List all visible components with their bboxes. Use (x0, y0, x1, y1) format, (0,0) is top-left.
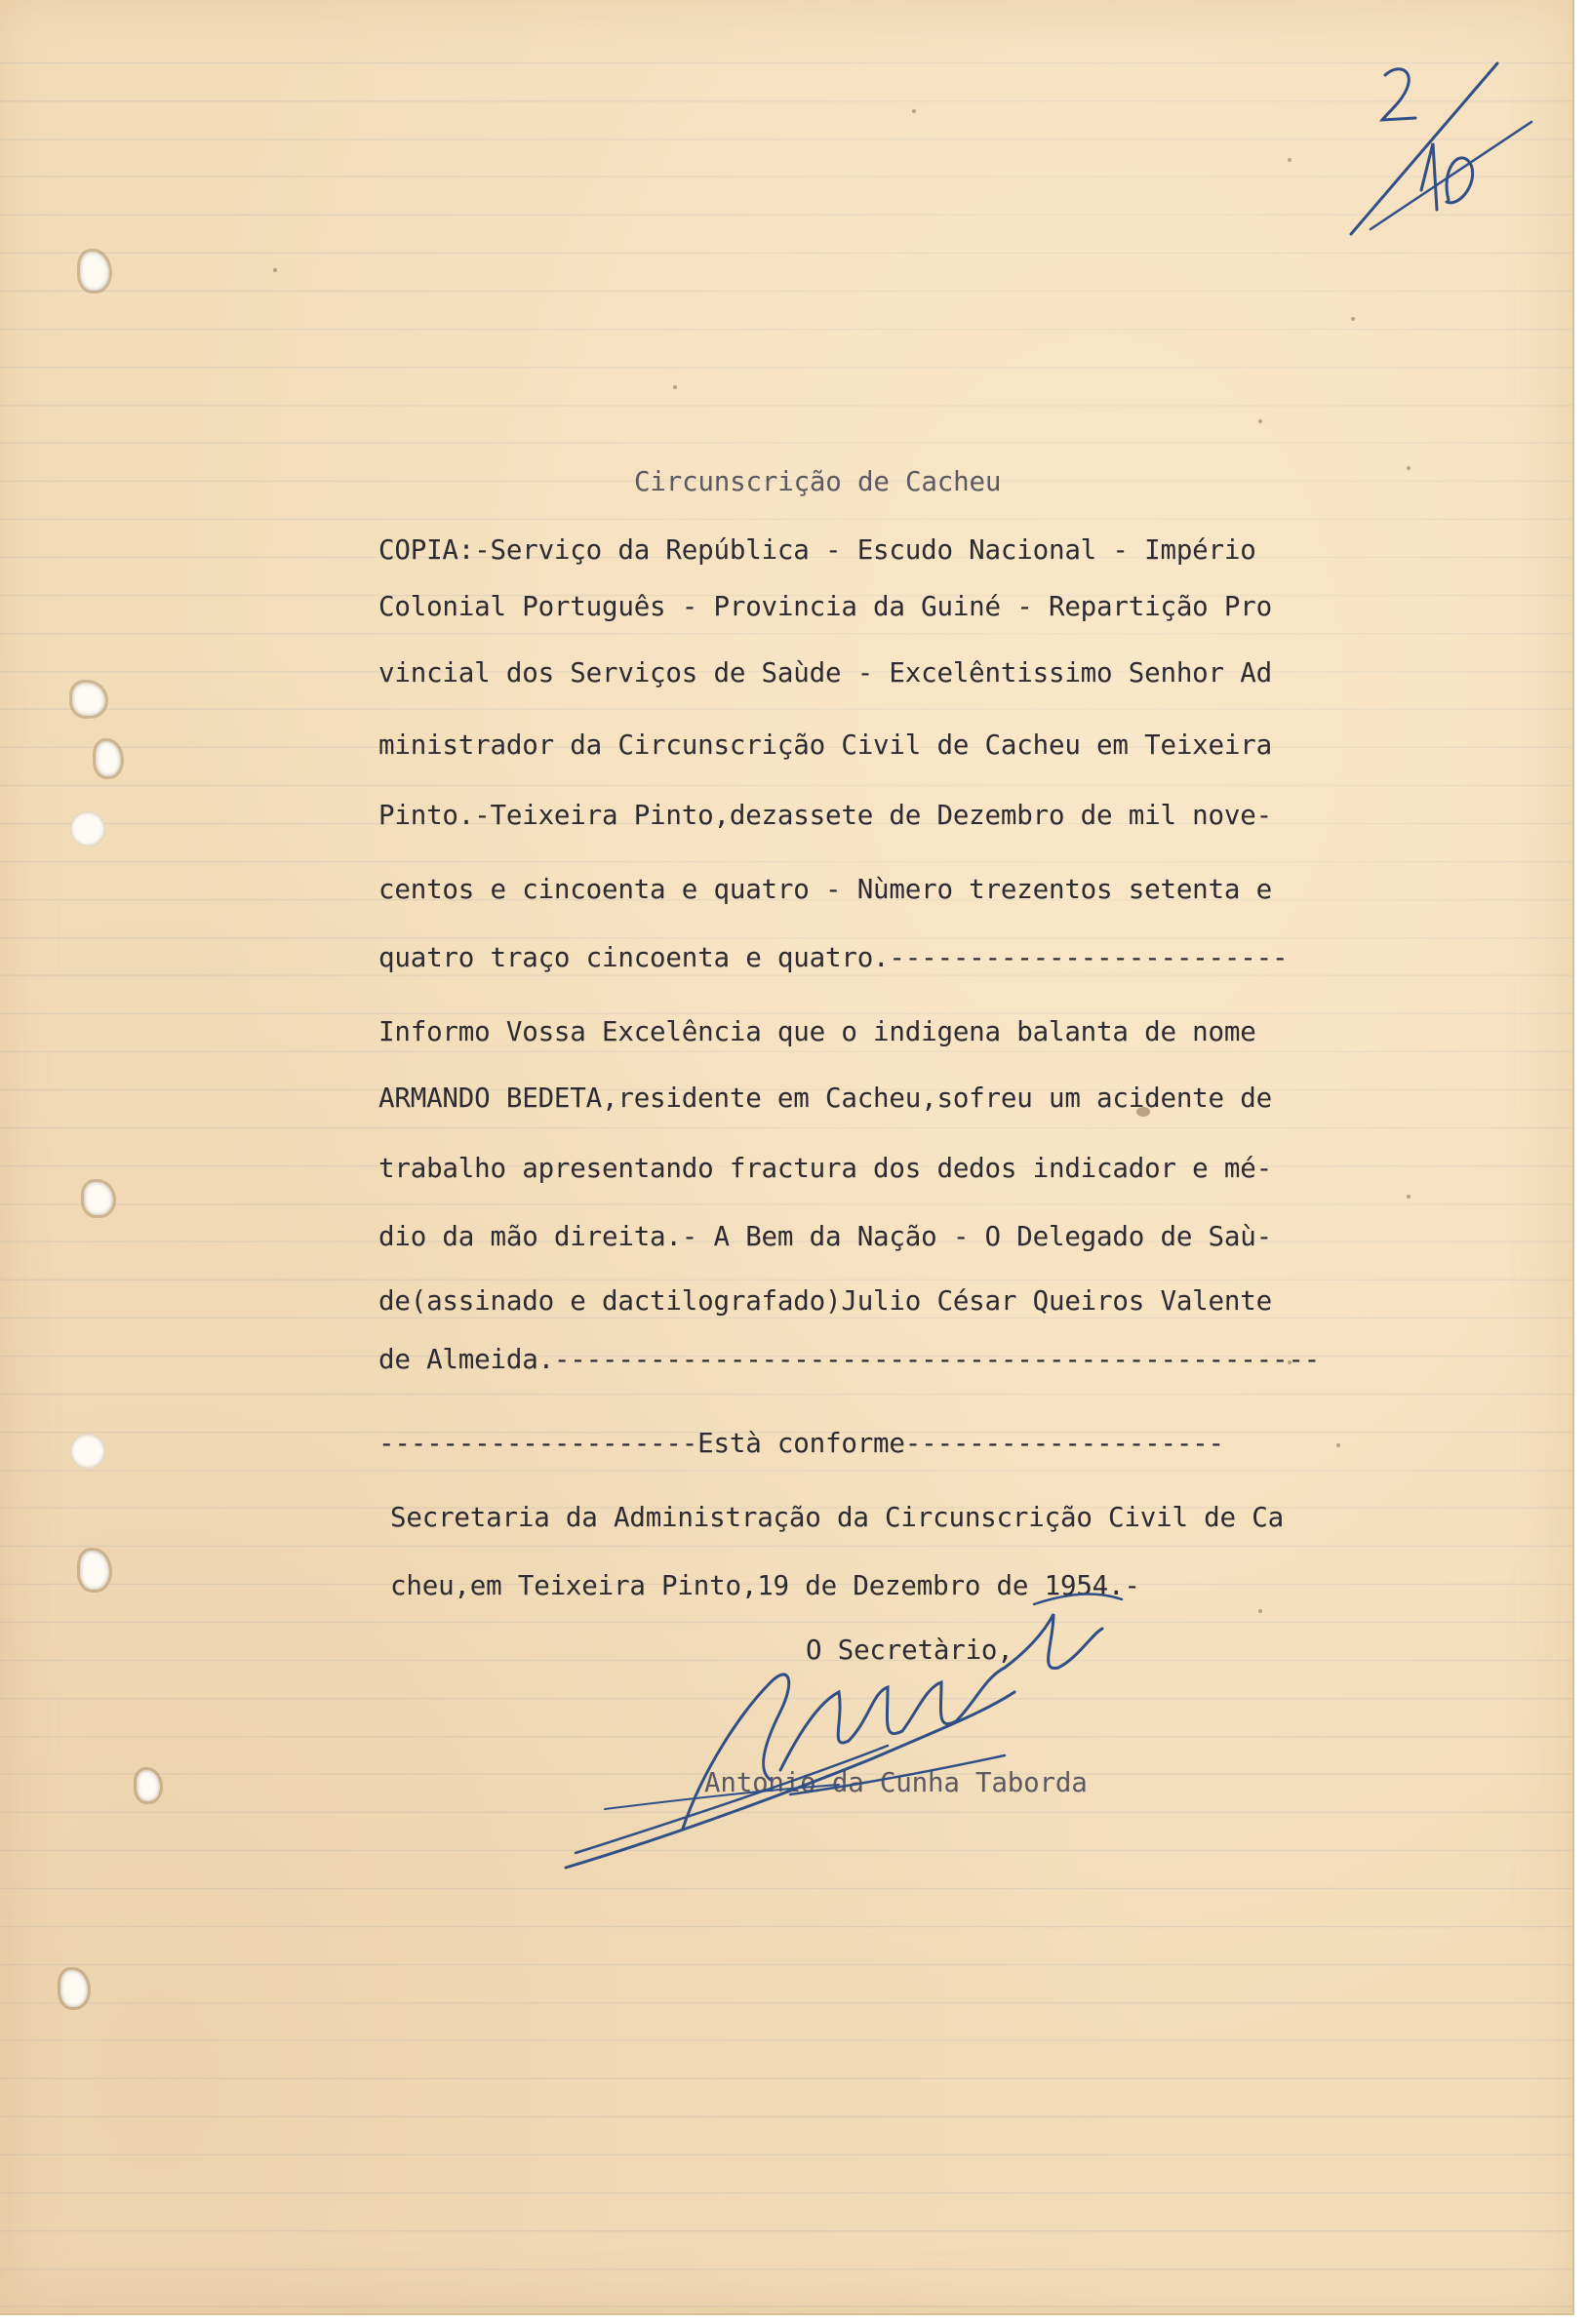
closing-line: cheu,em Teixeira Pinto,19 de Dezembro de 1954.- (390, 1570, 1140, 1601)
binder-hole (84, 1182, 113, 1215)
binder-hole (96, 741, 121, 776)
copy-line: Pinto.-Teixeira Pinto,dezassete de Dezembro de mil nove- (378, 800, 1272, 831)
paper-speck (1258, 1609, 1262, 1613)
document-heading: Circunscrição de Cacheu (634, 466, 1002, 497)
paper-speck (1258, 419, 1262, 423)
binder-hole (60, 1970, 88, 2007)
body-line: de(assinado e dactilografado)Julio César Queiros Valente (378, 1285, 1272, 1317)
binder-hole (137, 1770, 160, 1801)
signer-title: O Secretàrio, (806, 1635, 1014, 1666)
body-line: trabalho apresentando fractura dos dedos indicador e mé- (378, 1153, 1272, 1184)
folio-mark (1332, 54, 1536, 239)
conformity-line: --------------------Està conforme-------------------- (378, 1428, 1224, 1459)
body-line: ARMANDO BEDETA,residente em Cacheu,sofreu um acidente de (378, 1083, 1272, 1114)
body-line: de Almeida.------------------------------------------------ (378, 1344, 1321, 1375)
paper-speck (673, 385, 677, 389)
copy-line: COPIA:-Serviço da República - Escudo Nacional - Império (378, 534, 1256, 566)
paper-speck (1336, 1443, 1340, 1447)
copy-line: vincial dos Serviços de Saùde - Excelêntissimo Senhor Ad (378, 657, 1272, 689)
copy-line: ministrador da Circunscrição Civil de Cacheu em Teixeira (378, 729, 1272, 761)
signature (546, 1575, 1151, 1907)
paper-speck (1407, 1195, 1411, 1199)
binder-hole (80, 252, 109, 291)
signer-name: Antonio da Cunha Taborda (704, 1767, 1088, 1798)
paper-speck (1351, 317, 1355, 321)
paper-speck (1407, 466, 1411, 470)
copy-line: centos e cincoenta e quatro - Nùmero trezentos setenta e (378, 874, 1272, 905)
body-line: dio da mão direita.- A Bem da Nação - O Delegado de Saù- (378, 1221, 1272, 1252)
paper-speck (912, 109, 916, 113)
paper-speck (1288, 158, 1292, 162)
copy-line: Colonial Português - Provincia da Guiné - Repartição Pro (378, 591, 1272, 622)
closing-line: Secretaria da Administração da Circunscrição Civil de Ca (390, 1502, 1284, 1533)
copy-line: quatro traço cincoenta e quatro.------------------------- (378, 942, 1289, 973)
paper-speck (273, 268, 277, 272)
binder-hole (80, 1551, 109, 1590)
binder-hole (72, 683, 105, 716)
binder-hole (70, 1434, 105, 1469)
body-line: Informo Vossa Excelência que o indigena balanta de nome (378, 1016, 1256, 1047)
binder-hole (70, 811, 105, 847)
